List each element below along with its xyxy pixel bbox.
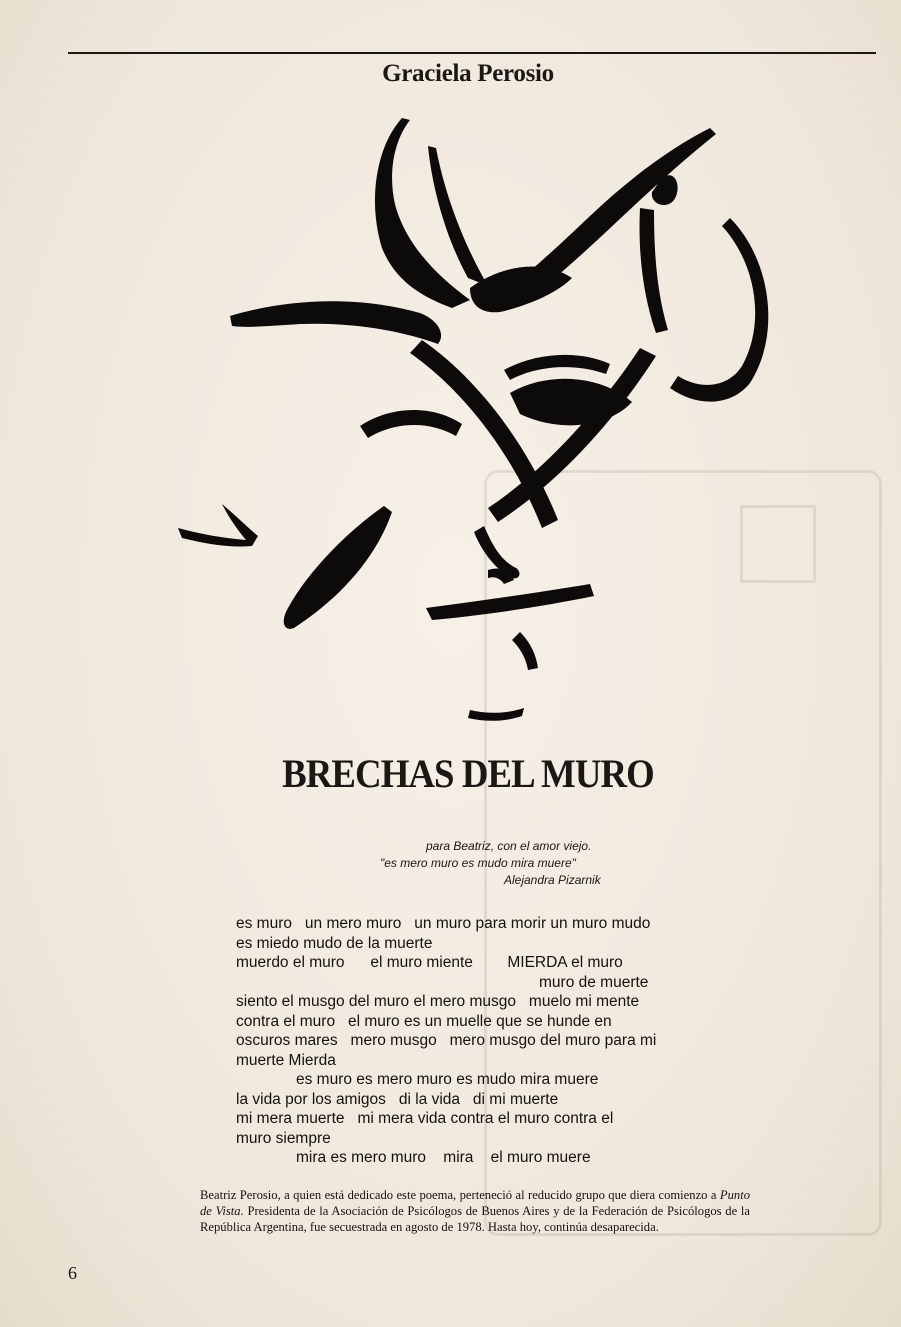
epigraph-attribution: Alejandra Pizarnik (504, 873, 601, 887)
poem-line: muro siempre (236, 1129, 331, 1147)
hair-mass (470, 267, 572, 313)
poem-line: es muro un mero muro un muro para morir un muro mudo (236, 915, 651, 932)
eyebrow (504, 355, 610, 380)
lips (426, 584, 594, 620)
footnote-text-1: Beatriz Perosio, a quien está dedicado este poema, perteneció al reducido grupo que diera comienzo a (200, 1188, 720, 1202)
poem-line: la vida por los amigos di la vida di mi muerte (236, 1090, 559, 1108)
dedication-line: para Beatriz, con el amor viejo. (426, 839, 592, 853)
page-number: 6 (68, 1263, 77, 1283)
poem-body (236, 914, 756, 1168)
dedication (380, 838, 640, 889)
poem-line: siento el musgo del muro el mero musgo muelo mi mente (236, 993, 640, 1010)
ink-strokes (178, 118, 768, 721)
left-squiggle (178, 504, 258, 547)
left-eye-line (360, 410, 462, 438)
eye-pupil (567, 391, 597, 421)
top-rule (68, 52, 876, 54)
poem-line: muerdo el muro el muro miente MIERDA el muro (236, 954, 623, 971)
chin-line (468, 708, 524, 721)
forehead-stroke (230, 301, 441, 344)
poem-line: muro de muerte (539, 973, 649, 991)
poem-title: BRECHAS DEL MURO (282, 751, 654, 796)
ear-stroke (640, 208, 668, 333)
poem-line: muerte Mierda (236, 1051, 336, 1069)
poem-line: es muro es mero muro es mudo mira muere (296, 1071, 599, 1088)
ink-face-illustration (170, 108, 790, 728)
footnote (200, 1187, 750, 1235)
footnote-text-2: Presidenta de la Asociación de Psicólogos de Buenos Aires y de la Federación de Psicólogos de la República Argentina, fue secuestrada en agosto de 1978. Hasta hoy, continúa desaparecida. (200, 1204, 751, 1234)
cheek-leaf (284, 506, 392, 629)
poem-line: mi mera muerte mi mera vida contra el muro contra el (236, 1110, 614, 1127)
poem-line: oscuros mares mero musgo mero musgo del muro para mi (236, 1032, 657, 1049)
epigraph-quote: "es mero muro es mudo mira muere" (380, 856, 576, 870)
poem-line: contra el muro el muro es un muelle que se hunde en (236, 1012, 612, 1030)
author-name: Graciela Perosio (382, 60, 554, 87)
poem-line: mira es mero muro mira el muro muere (296, 1149, 591, 1166)
hair-spike-left (375, 118, 470, 308)
hair-spike-center (428, 146, 488, 286)
lower-lip-mark (512, 632, 538, 670)
face-right-stroke (670, 218, 768, 402)
publication-name: Punto de Vista. (200, 1188, 750, 1218)
poem-line: es miedo mudo de la muerte (236, 934, 433, 952)
